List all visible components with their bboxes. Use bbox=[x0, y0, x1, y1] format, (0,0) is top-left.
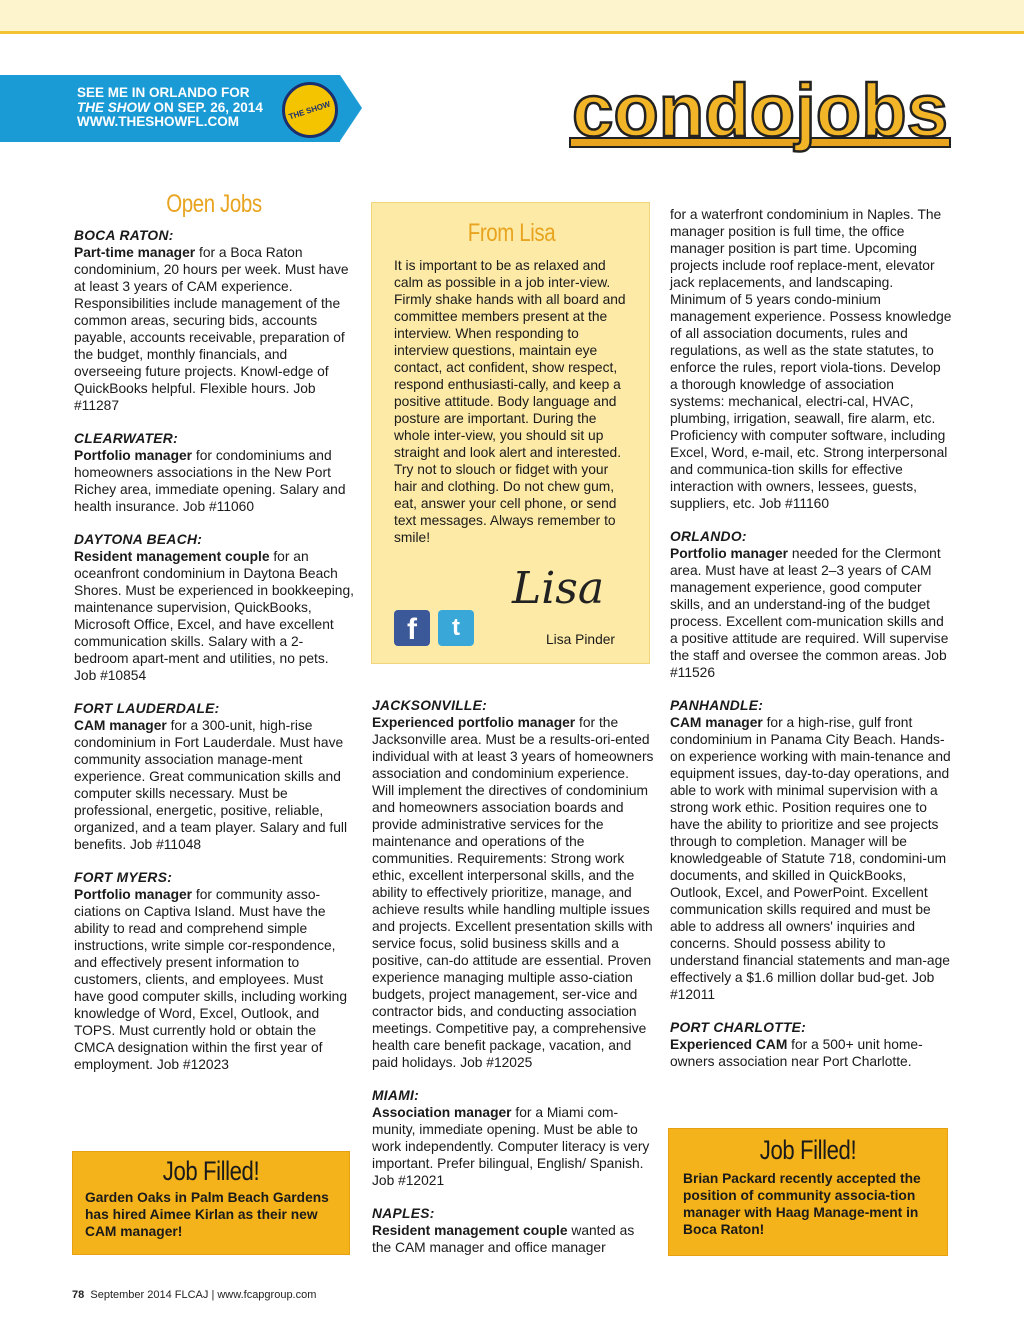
job-description: needed for the Clermont area. Must have at least 2–3 years of CAM management experience, good computer skills, and an understand-ing of the budget process. Excellent com-munication skills and a positive attitude are required. Will supervise the staff and oversee the common areas. Job #11526 bbox=[670, 546, 949, 680]
job-location: DAYTONA BEACH: bbox=[74, 532, 203, 547]
job-description: for condominiums and homeowners associations in the New Port Richey area, immediate opening. Salary and health insurance. Job #11060 bbox=[74, 448, 346, 514]
facebook-icon[interactable]: f bbox=[394, 610, 430, 646]
job-listing bbox=[372, 1087, 654, 1189]
job-title: Part-time manager bbox=[74, 245, 196, 260]
job-location: FORT MYERS: bbox=[74, 870, 173, 885]
column-3 bbox=[670, 206, 952, 1086]
job-title: Portfolio manager bbox=[74, 887, 193, 902]
job-listing bbox=[670, 697, 952, 1003]
top-bar bbox=[0, 0, 1024, 34]
banner-line1: SEE ME IN ORLANDO FOR bbox=[77, 85, 250, 100]
job-description: wanted as the CAM manager and office manager bbox=[372, 1223, 635, 1255]
job-listing bbox=[74, 869, 354, 1073]
column-2 bbox=[372, 697, 654, 1272]
job-filled-box-1 bbox=[72, 1151, 350, 1255]
condojobs-logo bbox=[568, 72, 953, 162]
job-description: for a 300-unit, high-rise condominium in Fort Lauderdale. Must have community association manage-ment experience. Great communication skills and computer skills necessary. Must be professional, energetic, positive, reliable, organized, and a team player. Salary and full benefits. Job #11048 bbox=[74, 718, 348, 852]
job-listing bbox=[670, 528, 952, 681]
job-listing bbox=[372, 1205, 654, 1256]
twitter-icon[interactable]: t bbox=[438, 610, 474, 646]
job-title: Experienced CAM bbox=[670, 1037, 788, 1052]
job-description: for a Miami com-munity, immediate opening. Must be able to work independently. Computer literacy is very important. Prefer bilingual, English/ Spanish. Job #12021 bbox=[372, 1105, 650, 1188]
job-title: Experienced portfolio manager bbox=[372, 715, 576, 730]
job-listing bbox=[74, 531, 354, 684]
job-location: ORLANDO: bbox=[670, 529, 747, 544]
naples-continued: for a waterfront condominium in Naples. The manager position is full time, the office manager position is part time. Upcoming projects include roof replace-ment, elevator jack replacements, and landscaping. Minimum of 5 years condo-minium management experience. Possess knowledge of all association documents, rules and regulations, as well as the state statutes, to enforce the rules, report viola-tions. Develop a thorough knowledge of association systems: mechanical, electri-cal, HVAC, plumbing, irrigation, seawall, fire alarm, etc. Proficiency with computer software, including Excel, Word, e-mail, etc. Strong interpersonal and communica-tion skills for effective interaction with owners, lessees, guests, suppliers, etc. Job #11160 bbox=[670, 207, 952, 511]
job-location: PANHANDLE: bbox=[670, 698, 764, 713]
job-filled-box-2 bbox=[668, 1128, 948, 1256]
job-description: for the Jacksonville area. Must be a results-ori-ented individual with at least 3 years of homeowners association and condominium experience. Will implement the directives of condominium and homeowners association boards and provide administrative services for the maintenance and operations of the communities. Requirements: Strong work ethic, excellent interpersonal skills, and the ability to effectively prioritize, manage, and achieve results while handling multiple issues and projects. Excellent presentation skills with service focus, solid business skills and a positive, can-do attitude are essential. Proven experience managing multiple asso-ciation budgets, project management, ser-vice and contractor bids, and conducting association meetings. Competitive pay, a comprehensive health care benefit package, vacation, and paid holidays. Job #12025 bbox=[372, 715, 654, 1070]
job-filled-title: Job Filled! bbox=[162, 1156, 260, 1186]
banner-text[interactable] bbox=[77, 86, 263, 130]
job-location: CLEARWATER: bbox=[74, 431, 178, 446]
job-description: for a high-rise, gulf front condominium in Panama City Beach. Hands-on experience working with main-tenance and equipment issues, day-to-day operations, and able to work with minimal supervision with a strong work ethic. Position requires one to have the ability to prioritize and see projects through to completion. Manager will be knowledgeable of Statute 718, condomini-um documents, and skilled in QuickBooks, Outlook, Excel, and PowerPoint. Excellent communication skills required and must be able to address all owners' inquiries and concerns. Should possess ability to understand financial statements and man-age effectively a $1.6 million dollar bud-get. Job #12011 bbox=[670, 715, 951, 1002]
from-lisa-heading: From Lisa bbox=[467, 219, 556, 247]
job-listing bbox=[74, 700, 354, 853]
from-lisa-text: It is important to be as relaxed and calm as possible in a job inter-view. Firmly shake hands with all board and committee members present at the interview. When responding to interview questions, maintain eye contact, act confident, show respect, respond enthusiasti-cally, and keep a positive attitude. Body language and posture are important. During the whole inter-view, you should sit up straight and look alert and interested. Try not to slouch or fidget with your hair and clothing. Do not chew gum, eat, answer your cell phone, or send text messages. Always remember to smile! bbox=[394, 258, 626, 545]
job-filled-title: Job Filled! bbox=[759, 1135, 857, 1165]
column-1 bbox=[74, 190, 354, 1089]
job-description: for a 500+ unit home-owners association near Port Charlotte. bbox=[670, 1037, 923, 1069]
lisa-name: Lisa Pinder bbox=[546, 632, 616, 647]
job-title: Resident management couple bbox=[372, 1223, 568, 1238]
job-location: FORT LAUDERDALE: bbox=[74, 701, 220, 716]
job-location: JACKSONVILLE: bbox=[372, 698, 488, 713]
job-title: Resident management couple bbox=[74, 549, 270, 564]
open-jobs-heading: Open Jobs bbox=[166, 190, 262, 218]
job-title: Portfolio manager bbox=[670, 546, 789, 561]
job-listing bbox=[372, 697, 654, 1071]
job-listing bbox=[74, 430, 354, 515]
job-title: CAM manager bbox=[74, 718, 167, 733]
job-filled-text: Brian Packard recently accepted the position of community associa-tion manager with Haag Manage-ment in Boca Raton! bbox=[683, 1171, 921, 1237]
banner-url[interactable]: WWW.THESHOWFL.COM bbox=[77, 114, 239, 129]
svg-text:condojobs: condojobs bbox=[572, 72, 948, 152]
job-title: CAM manager bbox=[670, 715, 763, 730]
job-location: PORT CHARLOTTE: bbox=[670, 1020, 807, 1035]
job-location: BOCA RATON: bbox=[74, 228, 174, 243]
the-show-seal-icon: THE SHOW bbox=[282, 82, 338, 138]
job-listing bbox=[74, 227, 354, 414]
job-description: for community asso-ciations on Captiva Island. Must have the ability to read and comprehend simple instructions, write simple cor-respondence, and effectively present information to customers, clients, and employees. Must have good computer skills, including working knowledge of Word, Excel, Outlook, and TOPS. Must currently hold or obtain the CMCA designation within the first year of employment. Job #12023 bbox=[74, 887, 348, 1072]
footer-text: September 2014 FLCAJ | www.fcapgroup.com bbox=[90, 1289, 317, 1301]
job-filled-text: Garden Oaks in Palm Beach Gardens has hired Aimee Kirlan as their new CAM manager! bbox=[85, 1190, 329, 1239]
lisa-signature: Lisa bbox=[512, 563, 605, 614]
job-description: for a Boca Raton condominium, 20 hours per week. Must have at least 3 years of CAM experience. Responsibilities include management of the common areas, securing bids, accounts payable, accounts receivable, preparation of the budget, monthly financials, and overseeing future projects. Knowl-edge of QuickBooks helpful. Flexible hours. Job #11287 bbox=[74, 245, 349, 413]
page-footer bbox=[72, 1289, 316, 1301]
banner-line2: THE SHOW ON SEP. 26, 2014 bbox=[77, 99, 263, 115]
job-location: MIAMI: bbox=[372, 1088, 420, 1103]
page-number: 78 bbox=[72, 1289, 85, 1301]
job-title: Association manager bbox=[372, 1105, 512, 1120]
job-listing bbox=[670, 1019, 952, 1070]
from-lisa-box bbox=[371, 202, 650, 664]
job-description: for an oceanfront condominium in Daytona Beach Shores. Must be experienced in bookkeeping, maintenance supervision, QuickBooks, Microsoft Office, Excel, and have excellent communication skills. Salary with a 2-bedroom apart-ment and utilities, no pets. Job #10854 bbox=[74, 549, 354, 683]
job-location: NAPLES: bbox=[372, 1206, 435, 1221]
job-title: Portfolio manager bbox=[74, 448, 193, 463]
